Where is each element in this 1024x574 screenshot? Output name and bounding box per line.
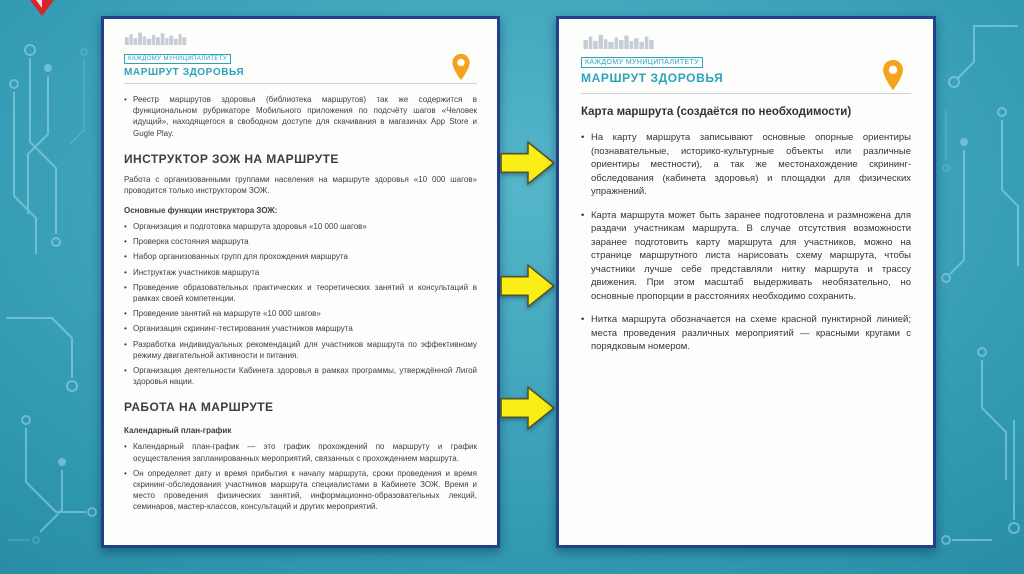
bullet-item: • Набор организованных групп для прохождения маршрута	[124, 251, 477, 262]
logo-header	[124, 31, 477, 84]
bullet-item: • Организация скрининг-тестирования участников маршрута	[124, 323, 477, 334]
section-title-route-map: Карта маршрута (создаётся по необходимости)	[581, 106, 852, 118]
left-document-panel	[101, 16, 500, 548]
logo-municipality-label: КАЖДОМУ МУНИЦИПАЛИТЕТУ	[581, 57, 703, 68]
bullet-item: • Календарный план-график — это график прохождений по маршруту и график осуществления запланированных мероприятий, связанных с прохождением маршрута.	[124, 441, 477, 463]
section-intro-paragraph: Работа с организованными группами населения на маршруте здоровья «10 000 шагов» проводится только инструктором ЗОЖ.	[124, 174, 477, 195]
bullet-item: • Нитка маршрута обозначается на схеме красной пунктирной линией; места проведения различных мероприятий — красными кругами с порядковым номером.	[581, 313, 911, 353]
bullet-item: • Реестр маршрутов здоровья (библиотека маршрутов) так же содержится в функциональном рубрикаторе Мобильного приложения по подсчёту шагов «Человек идущий», находящегося в свободном доступе для скачивания в магазинах App Store и Gugle Play.	[124, 94, 477, 139]
corner-accent-ribbon	[0, 0, 70, 20]
route-map-bullet-list	[581, 131, 911, 353]
city-skyline-icon	[124, 31, 188, 45]
logo-brand-label: МАРШРУТ ЗДОРОВЬЯ	[581, 71, 724, 85]
section-subtitle-schedule: Календарный план-график	[124, 426, 232, 436]
logo-header	[581, 33, 911, 94]
section-title-instructor: ИНСТРУКТОР ЗОЖ НА МАРШРУТЕ	[124, 151, 339, 166]
map-pin-icon	[881, 59, 905, 91]
bullet-item: • Карта маршрута может быть заранее подготовлена и размножена для раздачи участникам маршрута. В случае отсутствия возможности заранее подготовить карту маршрута для участников, можно на странице маршрутного листа нарисовать схему маршрута, чтобы участники лучше себе представляли нитку маршрута и трассу движения. При этом масштаб выдерживать необязательно, но основные пропорции в расстояниях необходимо сохранить.	[581, 209, 911, 303]
bullet-item: • Разработка индивидуальных рекомендаций для участников маршрута по эффективному режиму двигательной активности и питания.	[124, 339, 477, 361]
bullet-item: • На карту маршрута записывают основные опорные ориентиры (познавательные, историко-культурные объекты или различные ориентиры местности), а так же местонахождение скрининг-обследования (кабинета здоровья) и площадки для физических упражнений.	[581, 131, 911, 198]
map-pin-icon	[451, 53, 471, 81]
bullet-item: • Инструктаж участников маршрута	[124, 267, 477, 278]
bullet-item: • Организация деятельности Кабинета здоровья в рамках программы, утверждённой Лигой здоровья нации.	[124, 365, 477, 387]
bullet-item: • Проведение занятий на маршруте «10 000 шагов»	[124, 308, 477, 319]
bullet-item: • Он определяет дату и время прибытия к началу маршрута, сроки проведения и время скрининг-обследования участников маршрута специалистами в Кабинете ЗОЖ. Время и место проведения физических занятий, информационно-образовательных лекций, семинаров, мастер-классов, консультаций и других мероприятий.	[124, 468, 477, 513]
section-title-route-work: РАБОТА НА МАРШРУТЕ	[124, 400, 274, 415]
logo-municipality-label: КАЖДОМУ МУНИЦИПАЛИТЕТУ	[124, 54, 231, 64]
city-skyline-icon	[581, 33, 657, 49]
left-page-body	[124, 94, 477, 512]
logo-brand-label: МАРШРУТ ЗДОРОВЬЯ	[124, 67, 245, 78]
bullet-item: • Организация и подготовка маршрута здоровья «10 000 шагов»	[124, 221, 477, 232]
bullet-item: • Проверка состояния маршрута	[124, 236, 477, 247]
schedule-bullet-list	[124, 441, 477, 512]
right-page-body	[581, 104, 911, 354]
flow-arrow	[500, 384, 556, 432]
section-subtitle-functions: Основные функции инструктора ЗОЖ:	[124, 205, 278, 215]
instructor-functions-list	[124, 221, 477, 387]
flow-arrow	[500, 262, 556, 310]
right-document-panel	[556, 16, 936, 548]
flow-arrow	[500, 139, 556, 187]
intro-bullet-list	[124, 94, 477, 139]
bullet-item: • Проведение образовательных практических и теоретических занятий и консультаций в рамках своей компетенции.	[124, 282, 477, 304]
